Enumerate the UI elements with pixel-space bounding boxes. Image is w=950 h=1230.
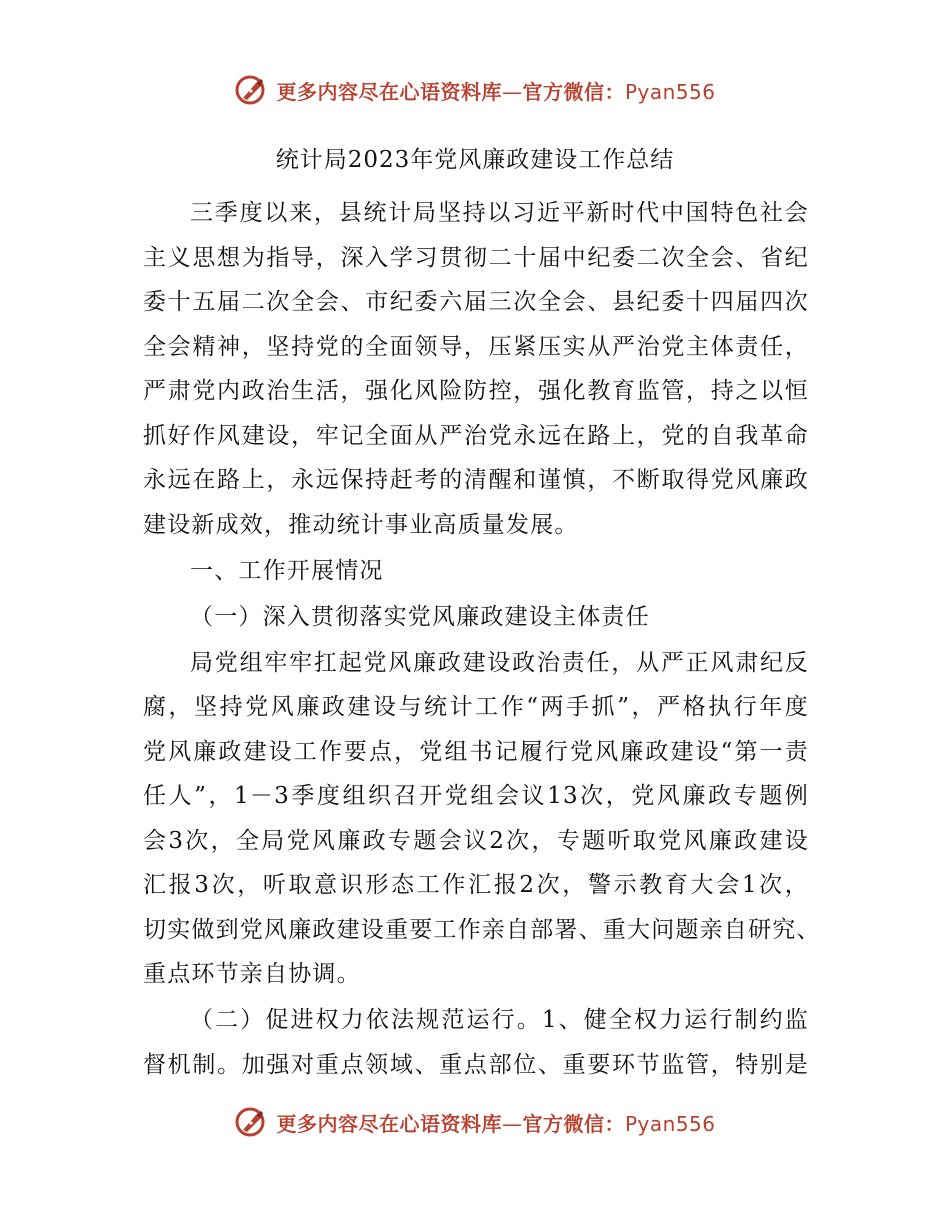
section-heading: 一、工作开展情况 (190, 558, 384, 584)
paragraph-line: 重点环节亲自协调。 (143, 961, 361, 987)
paragraph-line: 局党组牢牢扛起党风廉政建设政治责任，从严正风肃纪反 (190, 650, 809, 676)
paragraph-line: 会3次，全局党风廉政专题会议2次，专题听取党风廉政建设 (143, 828, 809, 854)
pen-nib-logo-icon (234, 73, 268, 107)
paragraph-line: 严肃党内政治生活，强化风险防控，强化教育监管，持之以恒 (143, 378, 809, 404)
paragraph-line: 抓好作风建设，牢记全面从严治党永远在路上，党的自我革命 (143, 423, 809, 449)
paragraph-line: 主义思想为指导，深入学习贯彻二十届中纪委二次全会、省纪 (143, 245, 809, 271)
paragraph-line: 腐，坚持党风廉政建设与统计工作“两手抓”，严格执行年度 (143, 694, 809, 720)
paragraph-line: 委十五届二次全会、市纪委六届三次全会、县纪委十四届四次 (143, 289, 809, 315)
paragraph-line: 永远在路上，永远保持赶考的清醒和谨慎，不断取得党风廉政 (143, 467, 809, 493)
paragraph-line: 全会精神，坚持党的全面领导，压紧压实从严治党主体责任， (143, 334, 809, 360)
watermark-banner-top (0, 70, 950, 110)
paragraph-line: 切实做到党风廉政建设重要工作亲自部署、重大问题亲自研究、 (143, 917, 821, 943)
watermark-text: 更多内容尽在心语资料库—官方微信：Pyan556 (276, 79, 716, 104)
watermark-banner-bottom (0, 1102, 950, 1142)
paragraph-line: 三季度以来，县统计局坚持以习近平新时代中国特色社会 (190, 200, 809, 226)
watermark-text: 更多内容尽在心语资料库—官方微信：Pyan556 (276, 1111, 716, 1136)
paragraph-line: 建设新成效，推动统计事业高质量发展。 (143, 512, 579, 538)
paragraph-line: 督机制。加强对重点领域、重点部位、重要环节监管，特别是 (143, 1052, 809, 1078)
paragraph-line: 汇报3次，听取意识形态工作汇报2次，警示教育大会1次， (143, 872, 809, 898)
pen-nib-logo-icon (234, 1105, 268, 1139)
document-title: 统计局2023年党风廉政建设工作总结 (275, 147, 675, 173)
subsection-heading: （一）深入贯彻落实党风廉政建设主体责任 (190, 604, 650, 630)
paragraph-line: （二）促进权力依法规范运行。1、健全权力运行制约监 (190, 1007, 809, 1033)
paragraph-line: 党风廉政建设工作要点，党组书记履行党风廉政建设“第一责 (143, 739, 809, 765)
paragraph-line: 任人”，1－3季度组织召开党组会议13次，党风廉政专题例 (143, 783, 809, 809)
